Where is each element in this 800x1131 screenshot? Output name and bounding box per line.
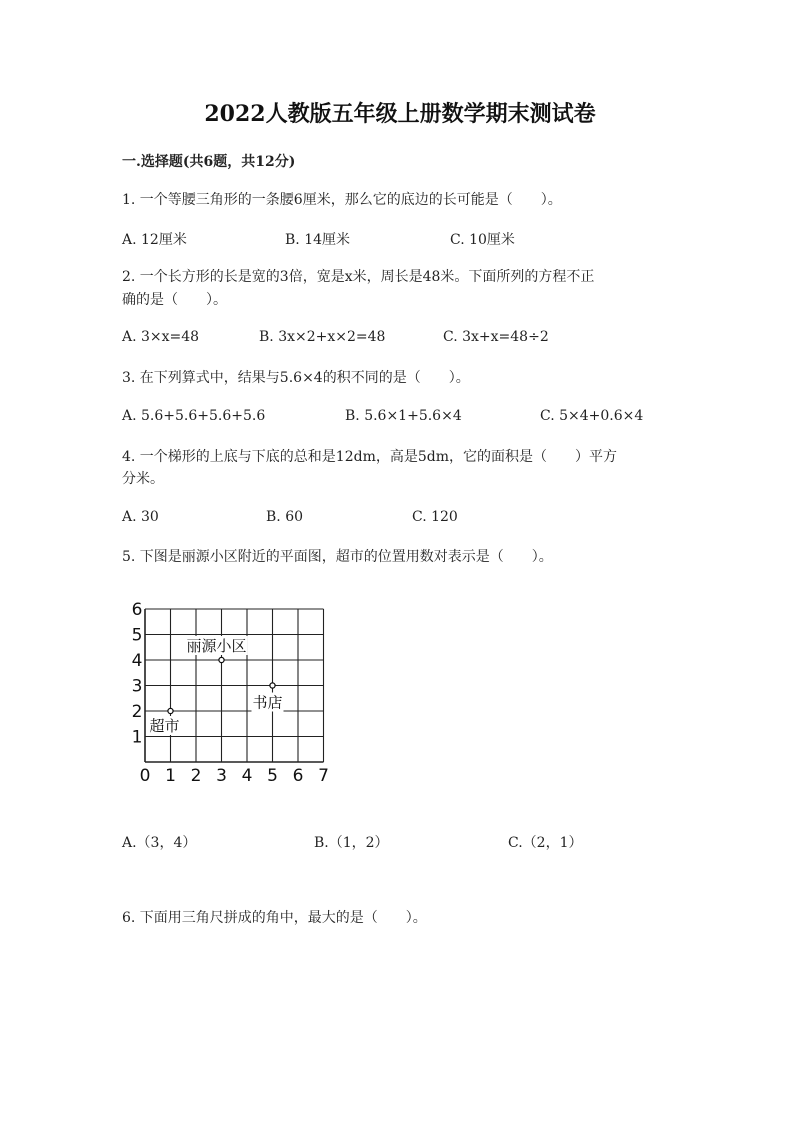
question-2-option-c: C. 3x+x=48÷2	[443, 329, 549, 345]
question-2-stem-line1: 2. 一个长方形的长是宽的3倍，宽是x米，周长是48米。下面所列的方程不正	[122, 269, 595, 285]
question-5-option-c: C.（2，1）	[508, 835, 583, 851]
x-tick-label: 3	[216, 766, 227, 786]
y-tick-label: 2	[131, 702, 143, 722]
question-4-option-a: A. 30	[122, 509, 159, 525]
question-2-option-b: B. 3x×2+x×2=48	[259, 329, 386, 345]
y-tick-label: 4	[131, 651, 143, 671]
question-5-option-a: A.（3，4）	[122, 835, 197, 851]
question-4-option-b: B. 60	[266, 509, 304, 525]
y-tick-label: 6	[131, 600, 143, 620]
location-label: 超市	[149, 717, 180, 735]
location-label: 书店	[252, 693, 283, 712]
question-2-stem-line2: 确的是（ ）。	[122, 292, 227, 308]
question-3-option-b: B. 5.6×1+5.6×4	[345, 408, 462, 424]
y-tick-label: 5	[131, 625, 143, 646]
y-tick-label: 3	[131, 676, 143, 697]
question-4-option-c: C. 120	[412, 509, 458, 525]
section-heading: 一.选择题(共6题，共12分)	[122, 154, 296, 170]
question-5-option-b: B.（1，2）	[314, 835, 389, 851]
question-2-option-a: A. 3×x=48	[122, 329, 200, 345]
coordinate-grid-figure	[124, 600, 344, 790]
x-tick-label: 5	[267, 766, 278, 786]
x-tick-label: 6	[292, 766, 304, 786]
question-1-option-b: B. 14厘米	[285, 232, 351, 248]
question-3-stem: 3. 在下列算式中，结果与5.6×4的积不同的是（ ）。	[122, 370, 470, 386]
x-tick-label: 4	[241, 766, 253, 786]
question-6-stem: 6. 下面用三角尺拼成的角中，最大的是（ ）。	[122, 910, 427, 926]
question-4-stem-line1: 4. 一个梯形的上底与下底的总和是12dm，高是5dm，它的面积是（ ）平方	[122, 449, 618, 465]
question-5-stem: 5. 下图是丽源小区附近的平面图，超市的位置用数对表示是（ ）。	[122, 549, 553, 565]
x-tick-label: 0	[139, 766, 151, 786]
question-1-option-a: A. 12厘米	[122, 232, 187, 248]
location-label: 丽源小区	[186, 637, 247, 655]
x-tick-label: 2	[190, 766, 202, 786]
x-tick-label: 1	[165, 766, 176, 786]
location-point	[270, 683, 275, 688]
y-tick-label: 1	[131, 727, 143, 748]
page-title: 2022人教版五年级上册数学期末测试卷	[204, 101, 596, 127]
question-1-stem: 1. 一个等腰三角形的一条腰6厘米，那么它的底边的长可能是（ ）。	[122, 192, 562, 208]
location-point	[219, 657, 224, 662]
question-1-option-c: C. 10厘米	[450, 232, 515, 248]
question-3-option-c: C. 5×4+0.6×4	[540, 408, 644, 424]
x-tick-label: 7	[318, 766, 329, 786]
location-point	[168, 708, 173, 713]
question-3-option-a: A. 5.6+5.6+5.6+5.6	[122, 408, 266, 424]
question-4-stem-line2: 分米。	[122, 471, 164, 487]
